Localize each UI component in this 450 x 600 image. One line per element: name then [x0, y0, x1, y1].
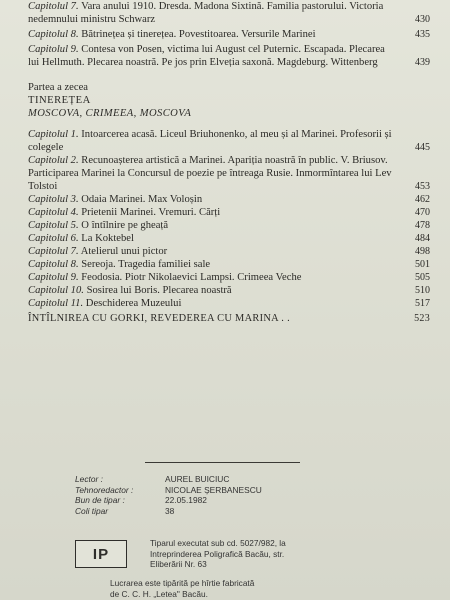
chapter-title: Atelierul unui pictor — [80, 246, 168, 257]
toc-entry — [28, 128, 430, 154]
toc-entry — [28, 271, 430, 284]
toc-entry — [28, 258, 430, 271]
chapter-number: Capitolul 4. — [28, 207, 79, 218]
toc-entry — [28, 206, 430, 219]
printer-line: Tiparul executat sub cd. 5027/982, la — [150, 538, 286, 548]
part-subtitle: MOSCOVA, CRIMEEA, MOSCOVA — [28, 108, 192, 119]
chapter-number: Capitolul 9. — [28, 272, 79, 283]
page-number: 501 — [415, 259, 430, 270]
colophon — [75, 474, 435, 516]
chapter-number: Capitolul 11. — [28, 298, 84, 309]
chapter-title: Odaia Marinei. Max Voloșin — [81, 194, 203, 205]
chapter-title: Bătrinețea și tinerețea. Povestitoarea. Versurile Marinei — [81, 29, 316, 40]
chapter-number: Capitolul 3. — [28, 194, 79, 205]
page-number: 445 — [415, 142, 430, 153]
toc-entry — [28, 245, 430, 258]
printer-info — [150, 538, 410, 570]
colophon-row-coli — [75, 506, 435, 517]
coli-label: Coli tipar — [75, 505, 109, 516]
chapter-title: Feodosia. Piotr Nikolaevici Lampsi. Crimeea Veche — [81, 272, 302, 283]
chapter-number: Capitolul 9. — [28, 44, 79, 55]
toc-entry — [28, 297, 430, 310]
toc-entry-ch8 — [28, 28, 430, 41]
chapter-title: Prietenii Marinei. Vremuri. Cărți — [81, 207, 221, 218]
chapter-title: Contesa von Posen, victima lui August cel Puternic. Escapada. Plecarea lui Hellmuth. Plecarea noastră. Pe jos prin Elveția saxonă. Magdeburg. Wittenberg — [28, 44, 385, 68]
paper-note — [110, 578, 370, 599]
page-number: 498 — [415, 246, 430, 257]
tehno-label: Tehnoredactor : — [75, 484, 134, 495]
printer-logo: IP — [75, 540, 127, 568]
section-heading — [28, 81, 430, 120]
page-number: 484 — [415, 233, 430, 244]
chapter-number: Capitolul 7. — [28, 1, 79, 12]
page-number: 523 — [414, 313, 430, 324]
toc-entry — [28, 193, 430, 206]
chapter-number: Capitolul 6. — [28, 233, 79, 244]
page-number: 470 — [415, 207, 430, 218]
lector-name: AUREL BUICIUC — [165, 474, 230, 484]
toc-entry — [28, 284, 430, 297]
chapter-number: Capitolul 5. — [28, 220, 79, 231]
chapter-title: Deschiderea Muzeului — [85, 298, 182, 309]
toc-final-entry — [28, 312, 430, 325]
toc-entry-ch9 — [28, 43, 430, 69]
chapter-title: Sereoja. Tragedia familiei sale — [81, 259, 211, 270]
coli-value: 38 — [165, 505, 175, 516]
chapter-number: Capitolul 10. — [28, 285, 84, 296]
page-number: 430 — [415, 14, 430, 25]
printer-line: Eliberării Nr. 63 — [150, 559, 207, 570]
page-number: 510 — [415, 285, 430, 296]
toc-entry — [28, 154, 430, 193]
toc-entry — [28, 219, 430, 232]
bun-label: Bun de tipar : — [75, 495, 125, 505]
page-number: 462 — [415, 194, 430, 205]
chapter-number: Capitolul 1. — [28, 129, 79, 140]
toc-entry-ch7 — [28, 0, 430, 26]
chapter-number: Capitolul 7. — [28, 246, 79, 257]
toc-entry — [28, 232, 430, 245]
page-number: 517 — [415, 298, 430, 309]
page-number: 505 — [415, 272, 430, 283]
chapter-title: Sosirea lui Boris. Plecarea noastră — [86, 285, 232, 296]
tehno-name: NICOLAE ȘERBANESCU — [165, 484, 262, 495]
part-label: Partea a zecea — [28, 82, 88, 93]
printer-line: Intreprinderea Poligrafică Bacău, str. — [150, 548, 285, 559]
bun-date: 22.05.1982 — [165, 495, 207, 505]
part-title: TINEREȚEA — [28, 95, 91, 106]
final-entry-title: ÎNTÎLNIREA CU GORKI, REVEDEREA CU MARINA . . — [28, 313, 290, 324]
table-of-contents — [28, 0, 430, 325]
note-line: de C. C. H. „Letea" Bacău. — [110, 588, 208, 599]
chapter-number: Capitolul 8. — [28, 259, 79, 270]
lector-label: Lector : — [75, 474, 103, 484]
chapter-number: Capitolul 2. — [28, 155, 79, 166]
chapter-number: Capitolul 8. — [28, 29, 79, 40]
note-line: Lucrarea este tipărită pe hîrtie fabricată — [110, 578, 255, 588]
chapter-title: O întîlnire pe gheață — [81, 220, 169, 231]
colophon-row-bun — [75, 495, 435, 506]
chapter-title: La Koktebel — [81, 233, 134, 244]
page-number: 439 — [415, 57, 430, 68]
page-number: 453 — [415, 181, 430, 192]
colophon-row-lector — [75, 474, 435, 485]
chapter-title: Recunoașterea artistică a Marinei. Apariția noastră în public. V. Briusov. Participarea Marinei la Concursul de poezie pe întreaga Rusie. Inmormîntarea lui Lev Tolstoi — [28, 155, 392, 192]
page-number: 435 — [415, 29, 430, 40]
colophon-row-tehno — [75, 485, 435, 496]
chapter-title: Vara anului 1910. Dresda. Madona Sixtină. Familia pastorului. Victoria nedemnului ministru Schwarz — [28, 1, 384, 25]
divider-rule — [145, 462, 300, 463]
chapter-title: Intoarcerea acasă. Liceul Briuhonenko, al meu și al Marinei. Profesorii și colegele — [28, 129, 392, 153]
page-number: 478 — [415, 220, 430, 231]
